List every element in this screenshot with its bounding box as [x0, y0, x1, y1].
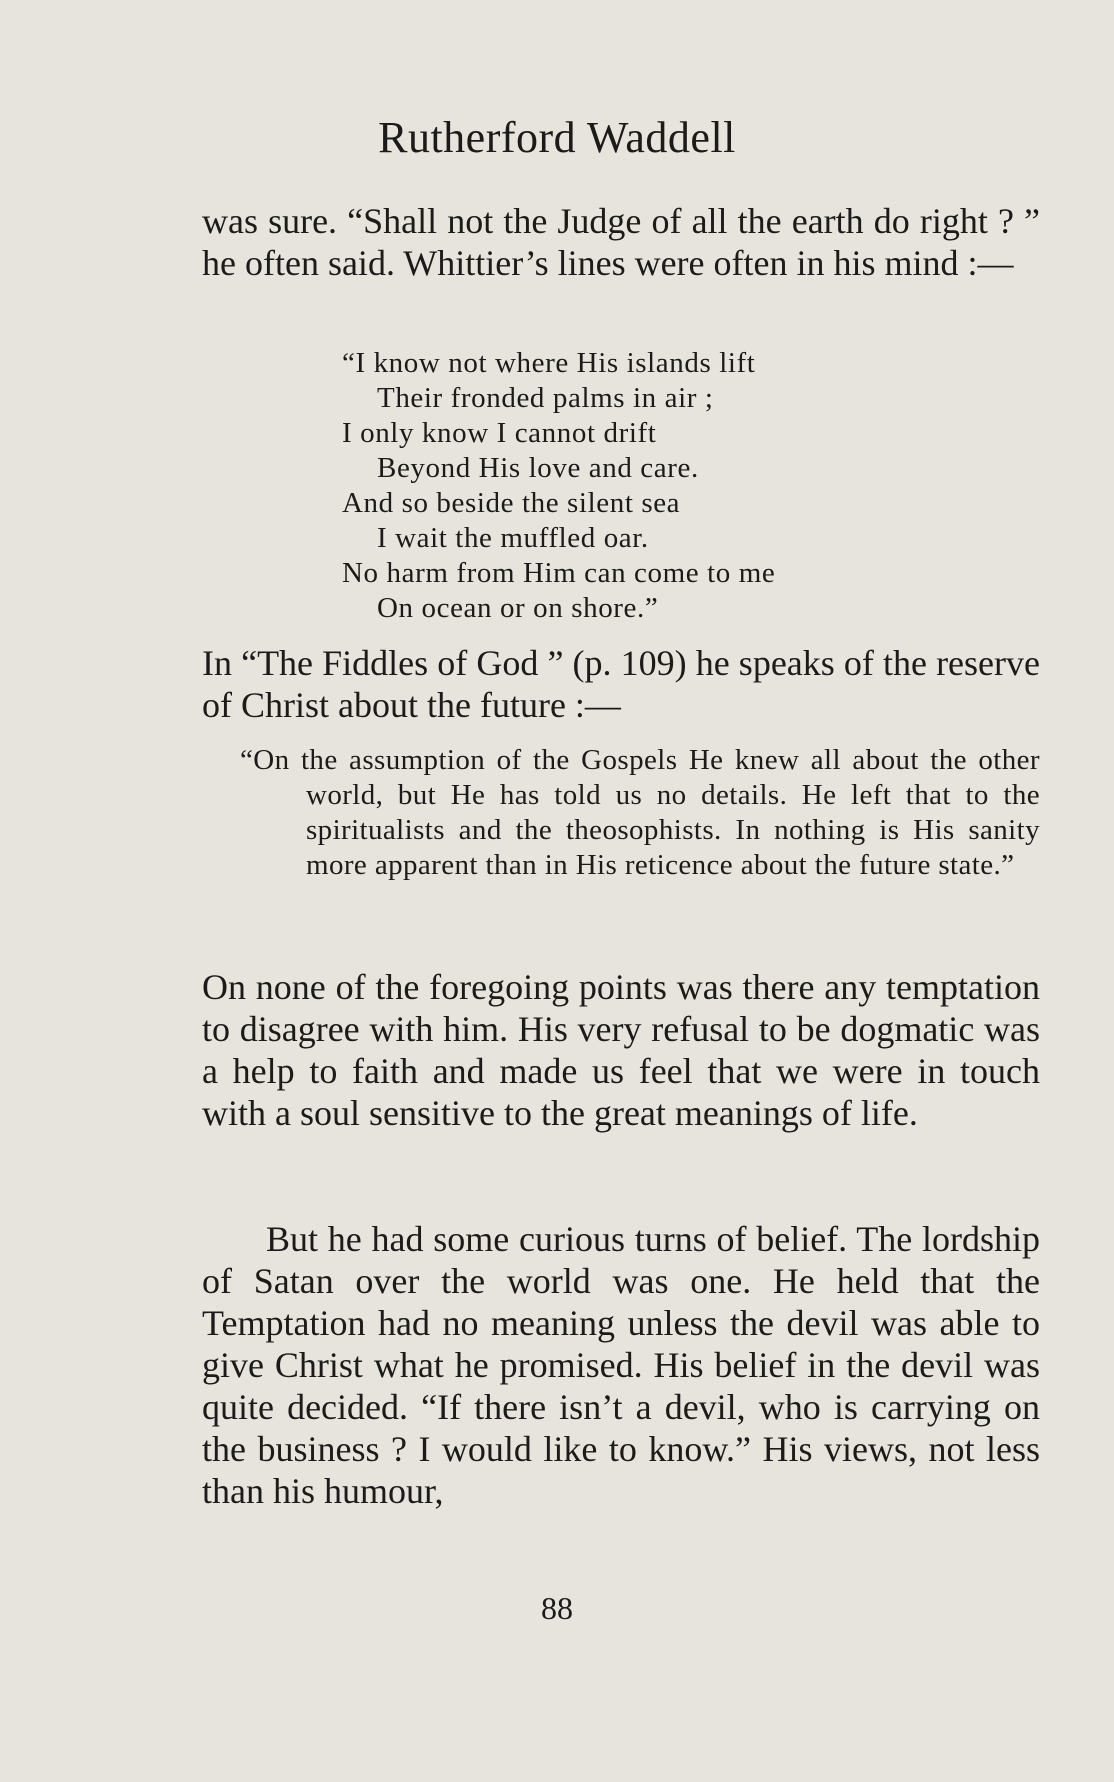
paragraph-text: In “The Fiddles of God ” (p. 109) he speaks of the reserve of Christ about the future :— — [202, 643, 1040, 725]
poem-line: On ocean or on shore.” — [377, 592, 659, 624]
paragraph-text: But he had some curious turns of belief. The lordship of Satan over the world was one. He held that the Temptation had no meaning unless the devil was able to give Christ what he promised. His belief in the devil was quite decided. “If there isn’t a devil, who is carrying on the business ? I would like to know.” His views, not less than his humour, — [202, 1219, 1040, 1511]
running-head: Rutherford Waddell — [378, 113, 736, 162]
paragraph-intro — [202, 200, 1040, 284]
poem-line: No harm from Him can come to me — [342, 557, 776, 589]
paragraph-beliefs — [202, 1218, 1040, 1512]
poem-line: And so beside the silent sea — [342, 487, 681, 519]
paragraph-text: was sure. “Shall not the Judge of all the earth do right ? ” he often said. Whittier’s lines were often in his mind :— — [202, 201, 1040, 283]
poem-line: I only know I cannot drift — [342, 417, 657, 449]
block-quotation: “On the assumption of the Gospels He knew all about the other world, but He has told us no details. He left that to the spiritualists and the theosophists. In nothing is His sanity more apparent than in His reticence about the future state.” — [240, 744, 1040, 881]
page-number: 88 — [541, 1590, 573, 1626]
poem-line: Beyond His love and care. — [377, 452, 699, 484]
poem-quotation — [342, 346, 775, 626]
paragraph-text: On none of the foregoing points was there any temptation to disagree with him. His very refusal to be dogmatic was a help to faith and made us feel that we were in touch with a soul sensitive to the great meanings of life. — [202, 967, 1040, 1133]
paragraph-foregoing — [202, 966, 1040, 1134]
paragraph-fiddles — [202, 642, 1040, 726]
poem-line: I wait the muffled oar. — [377, 522, 649, 554]
poem-line: “I know not where His islands lift — [342, 347, 756, 379]
poem-line: Their fronded palms in air ; — [377, 382, 714, 414]
